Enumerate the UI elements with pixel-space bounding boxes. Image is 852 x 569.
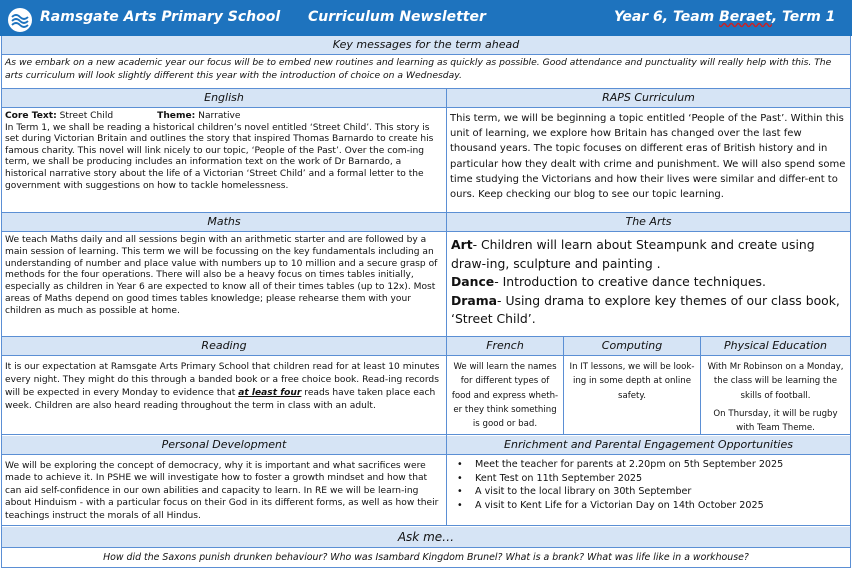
pe-body-b: On Thursday, it will be rugby with Team Theme. (713, 408, 838, 434)
newsletter-title: Curriculum Newsletter (308, 9, 486, 25)
divider (1, 525, 851, 526)
art-text: - Children will learn about Steampunk and create using draw-ing, sculpture and painting . (451, 237, 815, 271)
dance-label: Dance (451, 274, 495, 289)
arts-dance-line (451, 273, 846, 292)
arts-art-line (451, 236, 846, 273)
arts-heading: The Arts (447, 213, 850, 231)
pe-heading: Physical Education (701, 337, 850, 355)
column-divider (700, 336, 701, 434)
enrichment-item: • Meet the teacher for parents at 2.20pm on 5th September 2025 (457, 458, 850, 472)
arts-text (447, 233, 850, 335)
school-logo (6, 6, 34, 34)
pe-text (701, 356, 850, 432)
frame-right (850, 36, 851, 568)
reading-body-b: reads have taken place each week. Children are also heard reading throughout the term in class with an adult. (5, 388, 436, 411)
core-text-label: Core Text: (5, 111, 57, 121)
ask-heading: Ask me… (2, 527, 850, 547)
divider (1, 547, 851, 548)
reading-emphasis: at least four (238, 388, 302, 398)
reading-body-a: It is our expectation at Ramsgate Arts Primary School that children read for at least 10 minutes every night. They might do this through a banded book or a free choice book. Read-ing records will be expected in every Monday to evidence that (5, 362, 440, 398)
key-messages-text: As we embark on a new academic year our focus will be to embed new routines and learning as quickly as possible. Good attendance and punctuality will really help with this. The arts curriculum will look slightly different this year with the introduction of choice on a Wednesday. (5, 57, 832, 82)
english-core-line (5, 111, 443, 123)
maths-heading: Maths (2, 213, 446, 231)
english-text (2, 109, 446, 211)
divider (1, 336, 851, 337)
english-body: In Term 1, we shall be reading a historical children’s novel entitled ‘Street Child’. This story is set during Victorian Britain and outlines the story that inspired Thomas Barnardo to create his famous charity. This novel will link nicely to our topic, ‘People of the Past’. Over the com-ing term, we shall be producing includes an information text on the work of Dr Barnardo, a historical narrative story about the life of a Victorian ‘Street Child’ and a formal letter to the government with suggestions on how to tackle homelessness. (5, 122, 434, 191)
divider (1, 454, 851, 455)
divider (1, 54, 851, 55)
school-name: Ramsgate Arts Primary School (40, 9, 281, 25)
pe-body-a: With Mr Robinson on a Monday, the class will be learning the skills of football. (707, 362, 844, 401)
divider (1, 355, 851, 356)
divider (1, 107, 851, 108)
enrichment-list-wrap (447, 458, 850, 524)
year-team-term (614, 9, 835, 25)
arts-drama-line (451, 292, 846, 329)
divider (1, 434, 851, 435)
personal-heading: Personal Development (2, 436, 446, 454)
column-divider (446, 88, 447, 525)
frame-left (1, 36, 2, 568)
personal-text: We will be exploring the concept of democracy, why it is important and what sacrifices were made to achieve it. In PSHE we will investigate how to foster a growth mindset and how that can aid self-confidence in our own abilities and capacity to learn. In RE we will be learn-ing about Hinduism - with a particular focus on their God in its different forms, as well as how their teachings instruct the morals of all Hindus. (5, 461, 439, 521)
divider (1, 231, 851, 232)
french-text: We will learn the names for different types of food and express wheth-er they think something is good or bad. (451, 362, 559, 430)
divider (1, 88, 851, 89)
divider (1, 212, 851, 213)
key-messages-heading: Key messages for the term ahead (2, 36, 850, 54)
enrichment-list (447, 458, 850, 512)
reading-text (2, 359, 446, 431)
enrichment-heading: Enrichment and Parental Engagement Opportunities (447, 436, 850, 454)
theme-value: Narrative (195, 111, 241, 121)
raps-heading: RAPS Curriculum (447, 89, 850, 107)
art-label: Art (451, 237, 473, 252)
ask-questions: How did the Saxons punish drunken behaviour? Who was Isambard Kingdom Brunel? What is a brank? What was life like in a workhouse? (103, 552, 749, 563)
french-heading: French (447, 337, 563, 355)
theme-label: Theme: (157, 111, 196, 121)
core-text-value: Street Child (56, 111, 114, 121)
raps-text: This term, we will be beginning a topic entitled ‘People of the Past’. Within this unit of learning, we explore how Britain has changed over the last few thousand years. The topic focuses on different eras of British history and in particular how they dealt with crime and punishment. We will also spend some time studying the Victorians and how their lives were similar and differ-ent to ours. Keep checking our blog to see our topic learning. (450, 113, 846, 201)
maths-text: We teach Maths daily and all sessions begin with an arithmetic starter and are followed by a main session of learning. This term we will be focussing on the key fundamentals including an understanding of number and place value with numbers up to 10 million and a secure grasp of methods for the four operations. There will also be a heavy focus on times tables initially, especially as children in Year 6 are expected to know all of their times tables (up to 12x). Most areas of Maths depend on good times tables knowledge; please rehearse them with your children as much as possible at home. (5, 235, 438, 316)
drama-label: Drama (451, 292, 498, 308)
team-name: Beraet (719, 9, 772, 25)
reading-heading: Reading (2, 337, 446, 355)
enrichment-item: • A visit to Kent Life for a Victorian Day on 14th October 2025 (457, 499, 850, 513)
computing-text: In IT lessons, we will be look-ing in some depth at online safety. (569, 362, 695, 401)
computing-heading: Computing (564, 337, 700, 355)
drama-text: - Using drama to explore key themes of our class book, ‘Street Child’. (451, 292, 840, 326)
term-label: , Term 1 (771, 9, 836, 25)
frame-bottom (1, 567, 851, 568)
column-divider (563, 336, 564, 434)
english-heading: English (2, 89, 446, 107)
year-team-prefix: Year 6, Team (614, 9, 720, 25)
enrichment-item: • Kent Test on 11th September 2025 (457, 472, 850, 486)
enrichment-item: • A visit to the local library on 30th September (457, 485, 850, 499)
dance-text: - Introduction to creative dance techniques. (494, 274, 766, 289)
